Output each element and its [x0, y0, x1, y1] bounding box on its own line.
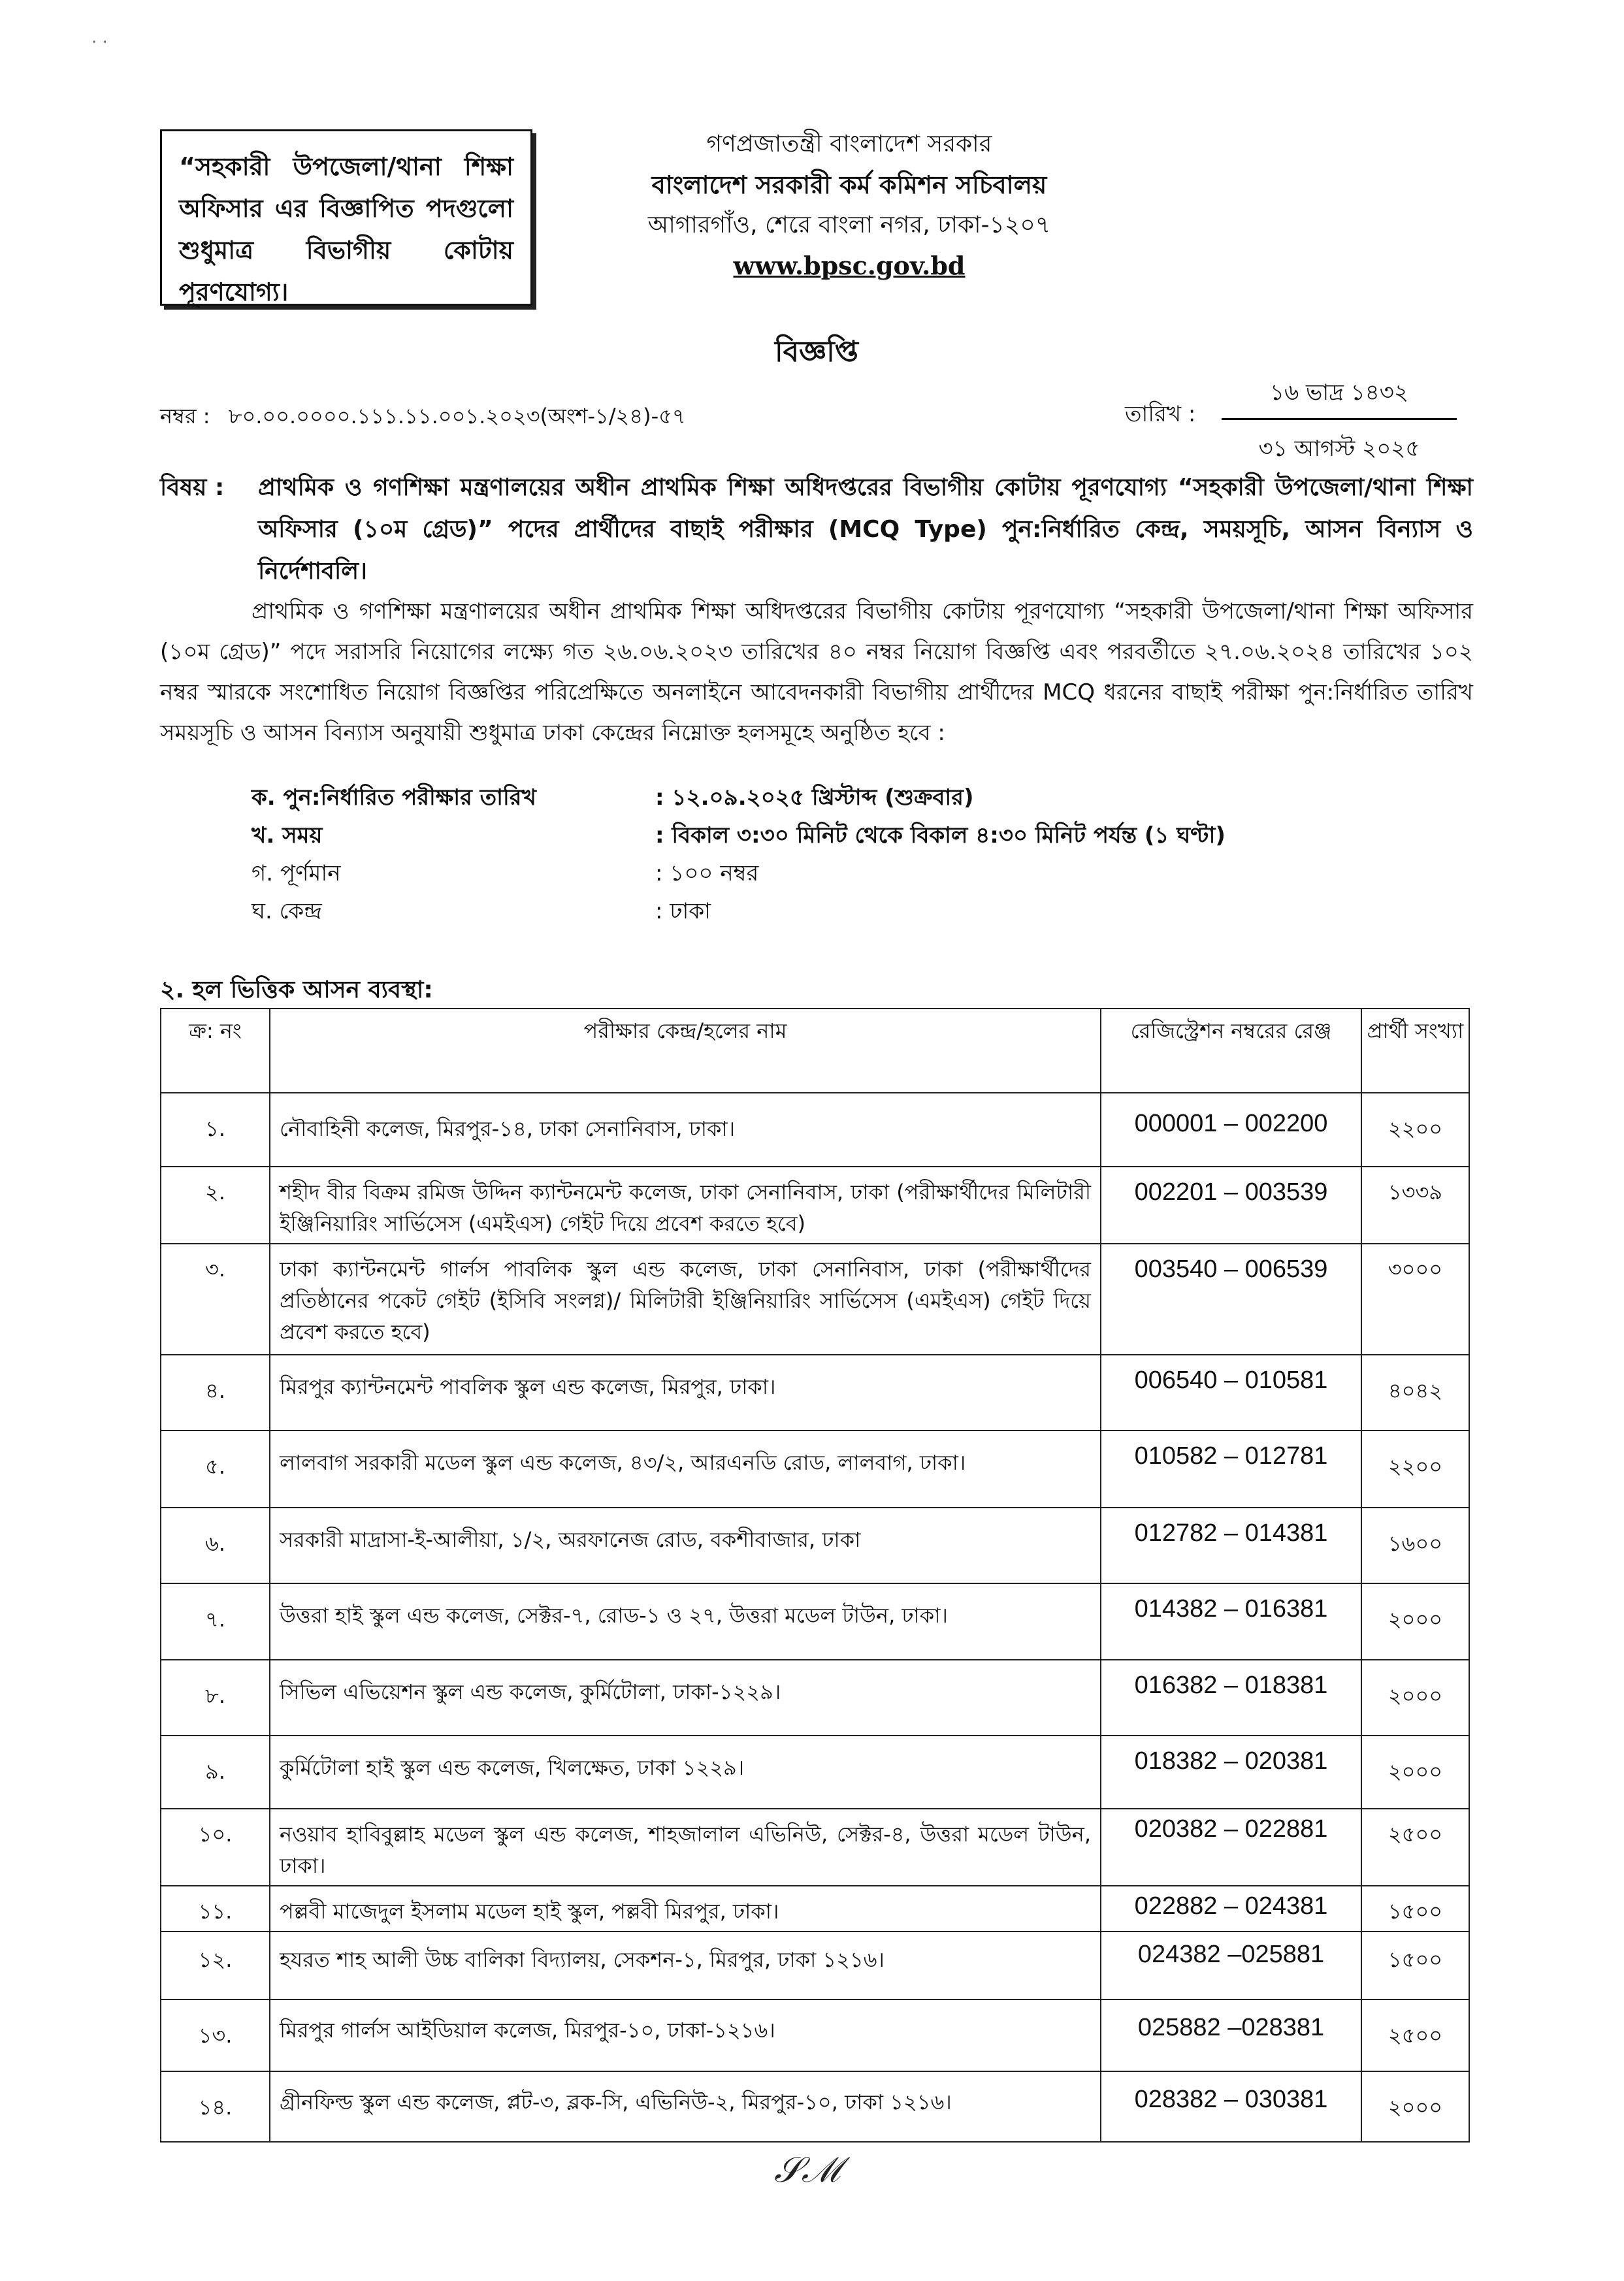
table-row — [161, 1508, 1469, 1583]
table-row — [161, 1355, 1469, 1431]
reference-label: নম্বর : — [160, 404, 210, 429]
date-gregorian: ৩১ আগস্ট ২০২৫ — [1258, 436, 1420, 462]
cell-registration-range: 025882 –028381 — [1101, 1999, 1361, 2071]
exam-info-row — [252, 818, 1362, 856]
cell-candidate-count: ৩০০০ — [1361, 1244, 1469, 1355]
cell-center-name: পল্লবী মাজেদুল ইসলাম মডেল হাই স্কুল, পল্লবী মিরপুর, ঢাকা। — [270, 1886, 1101, 1932]
cell-serial: ১২. — [161, 1932, 270, 1999]
header-serial: ক্র: নং — [161, 1009, 270, 1093]
website-link[interactable]: www.bpsc.gov.bd — [733, 251, 966, 280]
handwritten-signature: 𝒮ℳ — [774, 2149, 841, 2190]
cell-serial: ১৩. — [161, 1999, 270, 2071]
body-paragraph: প্রাথমিক ও গণশিক্ষা মন্ত্রণালয়ের অধীন প্রাথমিক শিক্ষা অধিদপ্তরের বিভাগীয় কোটায় পূরণযোগ্য “সহকারী উপজেলা/থানা শিক্ষা অফিসার (১০ম গ্রেড)” পদে সরাসরি নিয়োগের লক্ষ্যে গত ২৬.০৬.২০২৩ তারিখের ৪০ নম্বর নিয়োগ বিজ্ঞপ্তি এবং পরবর্তীতে ২৭.০৬.২০২৪ তারিখের ১০২ নম্বর স্মারকে সংশোধিত নিয়োগ বিজ্ঞপ্তির পরিপ্রেক্ষিতে অনলাইনে আবেদনকারী বিভাগীয় প্রার্থীদের MCQ ধরনের বাছাই পরীক্ষা পুন:নির্ধারিত তারিখ সময়সূচি ও আসন বিন্যাস অনুযায়ী শুধুমাত্র ঢাকা কেন্দ্রের নিম্নোক্ত হলসমূহে অনুষ্ঠিত হবে : — [160, 598, 1473, 746]
table-row — [161, 1932, 1469, 1999]
exam-info-key: ক. পুন:নির্ধারিত পরীক্ষার তারিখ — [252, 785, 536, 811]
cell-center-name: হযরত শাহ আলী উচ্চ বালিকা বিদ্যালয়, সেকশন-১, মিরপুর, ঢাকা ১২১৬। — [270, 1932, 1101, 1999]
exam-info-row — [252, 781, 1362, 818]
cell-serial: ২. — [161, 1167, 270, 1244]
cell-center-name: সরকারী মাদ্রাসা-ই-আলীয়া, ১/২, অরফানেজ রোড, বকশীবাজার, ঢাকা — [270, 1508, 1101, 1583]
cell-candidate-count: ২০০০ — [1361, 2071, 1469, 2142]
subject — [160, 467, 1473, 592]
cell-serial: ৫. — [161, 1431, 270, 1508]
cell-registration-range: 018382 – 020381 — [1101, 1736, 1361, 1809]
cell-center-name: উত্তরা হাই স্কুল এন্ড কলেজ, সেক্টর-৭, রোড-১ ও ২৭, উত্তরা মডেল টাউন, ঢাকা। — [270, 1583, 1101, 1660]
cell-registration-range: 006540 – 010581 — [1101, 1355, 1361, 1431]
cell-candidate-count: ২২০০ — [1361, 1431, 1469, 1508]
seat-plan-table — [160, 1008, 1470, 2143]
cell-serial: ১১. — [161, 1886, 270, 1932]
cell-serial: ৬. — [161, 1508, 270, 1583]
letterhead — [588, 124, 1111, 286]
cell-center-name: নওয়াব হাবিবুল্লাহ মডেল স্কুল এন্ড কলেজ, শাহজালাল এভিনিউ, সেক্টর-৪, উত্তরা মডেল টাউন, ঢাকা। — [270, 1809, 1101, 1886]
cell-candidate-count: ২৫০০ — [1361, 1999, 1469, 2071]
quota-note-box — [160, 129, 532, 306]
cell-serial: ১৪. — [161, 2071, 270, 2142]
cell-center-name: মিরপুর ক্যান্টনমেন্ট পাবলিক স্কুল এন্ড কলেজ, মিরপুর, ঢাকা। — [270, 1355, 1101, 1431]
table-row — [161, 1660, 1469, 1736]
table-row — [161, 2071, 1469, 2142]
cell-candidate-count: ১৫০০ — [1361, 1886, 1469, 1932]
table-body — [161, 1093, 1469, 2142]
table-row — [161, 1244, 1469, 1355]
exam-info-value: : ঢাকা — [655, 898, 711, 924]
cell-center-name: লালবাগ সরকারী মডেল স্কুল এন্ড কলেজ, ৪৩/২, আরএনডি রোড, লালবাগ, ঢাকা। — [270, 1431, 1101, 1508]
cell-center-name: সিভিল এভিয়েশন স্কুল এন্ড কলেজ, কুর্মিটোলা, ঢাকা-১২২৯। — [270, 1660, 1101, 1736]
cell-center-name: ঢাকা ক্যান্টনমেন্ট গার্লস পাবলিক স্কুল এন্ড কলেজ, ঢাকা সেনানিবাস, ঢাকা (পরীক্ষার্থীদের প্রতিষ্ঠানের পকেট গেইট (ইসিবি সংলগ্ন)/ মিলিটারী ইঞ্জিনিয়ারিং সার্ভিসেস (এমইএস) গেইট দিয়ে প্রবেশ করতে হবে) — [270, 1244, 1101, 1355]
cell-registration-range: 014382 – 016381 — [1101, 1583, 1361, 1660]
cell-candidate-count: ১৬০০ — [1361, 1508, 1469, 1583]
cell-candidate-count: ২০০০ — [1361, 1736, 1469, 1809]
quota-note-text: “সহকারী উপজেলা/থানা শিক্ষা অফিসার এর বিজ্ঞাপিত পদগুলো শুধুমাত্র বিভাগীয় কোটায় পূরণযোগ্য। — [179, 152, 513, 306]
date-label: তারিখ : — [1125, 401, 1196, 427]
exam-info-key: গ. পূর্ণমান — [252, 860, 341, 886]
subject-label: বিষয় : — [160, 474, 225, 501]
cell-serial: ৭. — [161, 1583, 270, 1660]
organization-name: বাংলাদেশ সরকারী কর্ম কমিশন সচিবালয় — [651, 170, 1047, 199]
exam-info-row — [252, 856, 1362, 894]
cell-registration-range: 002201 – 003539 — [1101, 1167, 1361, 1244]
table-row — [161, 1583, 1469, 1660]
notice-title: বিজ্ঞপ্তি — [775, 335, 858, 368]
exam-info-value: : বিকাল ৩:৩০ মিনিট থেকে বিকাল ৪:৩০ মিনিট পর্যন্ত (১ ঘণ্টা) — [655, 822, 1226, 849]
cell-center-name: গ্রীনফিল্ড স্কুল এন্ড কলেজ, প্লট-৩, ব্লক-সি, এভিনিউ-২, মিরপুর-১০, ঢাকা ১২১৬। — [270, 2071, 1101, 2142]
cell-candidate-count: ৪০৪২ — [1361, 1355, 1469, 1431]
table-row — [161, 1093, 1469, 1167]
table-row — [161, 1886, 1469, 1932]
scan-speck: · · — [91, 33, 108, 52]
cell-registration-range: 024382 –025881 — [1101, 1932, 1361, 1999]
header-registration-range: রেজিস্ট্রেশন নম্বরের রেঞ্জ — [1101, 1009, 1361, 1093]
header-center-name: পরীক্ষার কেন্দ্র/হলের নাম — [270, 1009, 1101, 1093]
cell-registration-range: 022882 – 024381 — [1101, 1886, 1361, 1932]
reference-value: ৮০.০০.০০০০.১১১.১১.০০১.২০২৩(অংশ-১/২৪)-৫৭ — [228, 404, 686, 429]
cell-candidate-count: ২২০০ — [1361, 1093, 1469, 1167]
cell-center-name: নৌবাহিনী কলেজ, মিরপুর-১৪, ঢাকা সেনানিবাস, ঢাকা। — [270, 1093, 1101, 1167]
exam-info-list — [252, 781, 1362, 932]
cell-serial: ১. — [161, 1093, 270, 1167]
cell-serial: ৯. — [161, 1736, 270, 1809]
table-row — [161, 1999, 1469, 2071]
table-row — [161, 1431, 1469, 1508]
cell-registration-range: 012782 – 014381 — [1101, 1508, 1361, 1583]
cell-registration-range: 003540 – 006539 — [1101, 1244, 1361, 1355]
exam-info-row — [252, 894, 1362, 932]
cell-registration-range: 020382 – 022881 — [1101, 1809, 1361, 1886]
cell-center-name: কুর্মিটোলা হাই স্কুল এন্ড কলেজ, খিলক্ষেত, ঢাকা ১২২৯। — [270, 1736, 1101, 1809]
header-candidate-count: প্রার্থী সংখ্যা — [1361, 1009, 1469, 1093]
exam-info-key: ঘ. কেন্দ্র — [252, 898, 322, 924]
table-header-row — [161, 1009, 1469, 1093]
table-row — [161, 1736, 1469, 1809]
cell-candidate-count: ২০০০ — [1361, 1583, 1469, 1660]
cell-candidate-count: ২০০০ — [1361, 1660, 1469, 1736]
cell-registration-range: 000001 – 002200 — [1101, 1093, 1361, 1167]
exam-info-key: খ. সময় — [252, 822, 323, 849]
subject-text: প্রাথমিক ও গণশিক্ষা মন্ত্রণালয়ের অধীন প্রাথমিক শিক্ষা অধিদপ্তরের বিভাগীয় কোটায় পূরণযোগ্য “সহকারী উপজেলা/থানা শিক্ষা অফিসার (১০ম গ্রেড)” পদের প্রার্থীদের বাছাই পরীক্ষার (MCQ Type) পুন:নির্ধারিত কেন্দ্র, সময়সূচি, আসন বিন্যাস ও নির্দেশাবলি। — [258, 474, 1473, 585]
reference-number — [160, 400, 686, 435]
cell-candidate-count: ১৩৩৯ — [1361, 1167, 1469, 1244]
table-row — [161, 1809, 1469, 1886]
cell-serial: ১০. — [161, 1809, 270, 1886]
cell-registration-range: 016382 – 018381 — [1101, 1660, 1361, 1736]
cell-candidate-count: ২৫০০ — [1361, 1809, 1469, 1886]
table-row — [161, 1167, 1469, 1244]
date-block — [1222, 376, 1457, 469]
cell-registration-range: 028382 – 030381 — [1101, 2071, 1361, 2142]
date-bangla: ১৬ ভাদ্র ১৪৩২ — [1222, 376, 1457, 420]
cell-center-name: মিরপুর গার্লস আইডিয়াল কলেজ, মিরপুর-১০, ঢাকা-১২১৬। — [270, 1999, 1101, 2071]
cell-serial: ৩. — [161, 1244, 270, 1355]
section-2-title: ২. হল ভিত্তিক আসন ব্যবস্থা: — [160, 977, 433, 1003]
cell-center-name: শহীদ বীর বিক্রম রমিজ উদ্দিন ক্যান্টনমেন্ট কলেজ, ঢাকা সেনানিবাস, ঢাকা (পরীক্ষার্থীদের মিলিটারী ইঞ্জিনিয়ারিং সার্ভিসেস (এমইএস) গেইট দিয়ে প্রবেশ করতে হবে) — [270, 1167, 1101, 1244]
cell-serial: ৮. — [161, 1660, 270, 1736]
cell-serial: ৪. — [161, 1355, 270, 1431]
government-name: গণপ্রজাতন্ত্রী বাংলাদেশ সরকার — [706, 131, 992, 157]
cell-registration-range: 010582 – 012781 — [1101, 1431, 1361, 1508]
cell-candidate-count: ১৫০০ — [1361, 1932, 1469, 1999]
exam-info-value: : ১০০ নম্বর — [655, 860, 759, 886]
organization-address: আগারগাঁও, শেরে বাংলা নগর, ঢাকা-১২০৭ — [647, 212, 1051, 238]
exam-info-value: : ১২.০৯.২০২৫ খ্রিস্টাব্দ (শুক্রবার) — [655, 785, 974, 811]
